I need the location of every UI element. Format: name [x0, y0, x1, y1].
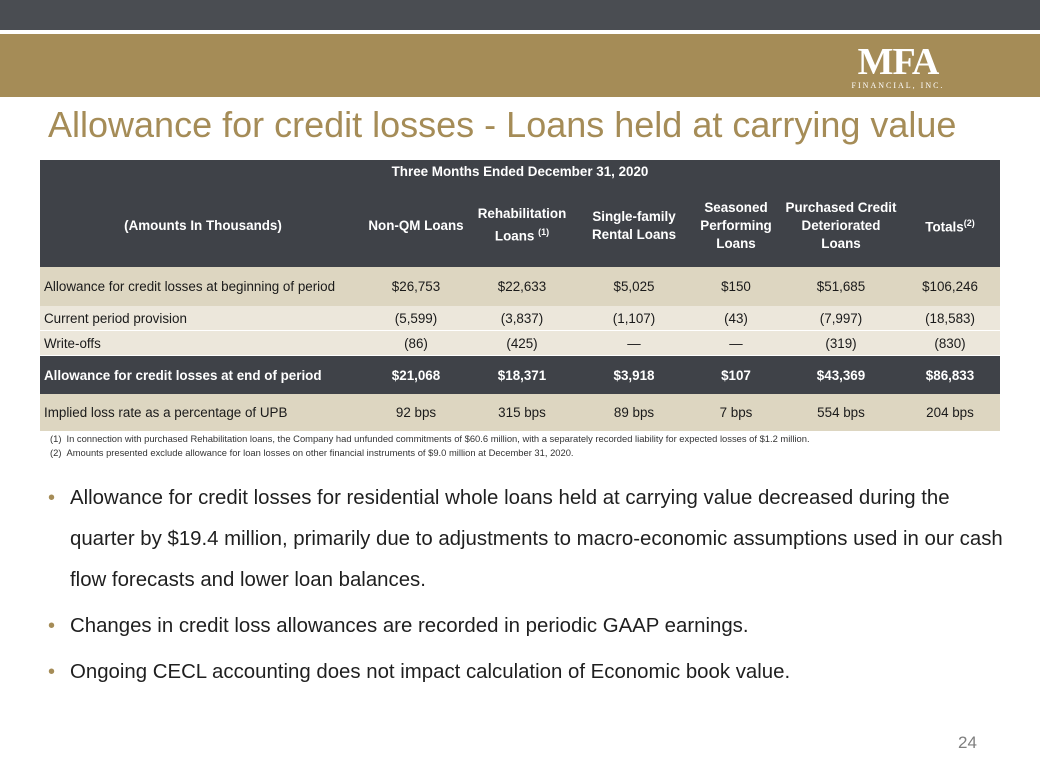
bullet-list — [48, 478, 1008, 698]
col-header-non-qm: Non-QM Loans — [366, 184, 466, 267]
footnote: (2) Amounts presented exclude allowance for loan losses on other financial instruments of $9.0 million at December 31, 2020. — [50, 447, 574, 458]
bullet-icon: • — [48, 487, 56, 509]
table-row-total — [40, 356, 1000, 395]
table-cell: (5,599) — [366, 306, 466, 331]
table-cell: 89 bps — [578, 394, 690, 431]
table-cell: (1,107) — [578, 306, 690, 331]
table-cell: 92 bps — [366, 394, 466, 431]
bullet-item: • Changes in credit loss allowances are recorded in periodic GAAP earnings. — [48, 606, 1008, 647]
row-label: Allowance for credit losses at beginning of period — [40, 267, 366, 306]
table-cell: $51,685 — [782, 267, 900, 306]
table-cell: 7 bps — [690, 394, 782, 431]
table-cell: $106,246 — [900, 267, 1000, 306]
bullet-icon: • — [48, 661, 56, 683]
period-header-row — [40, 160, 1000, 184]
mfa-logo — [846, 41, 950, 92]
row-label: Current period provision — [40, 306, 366, 331]
table-row — [40, 267, 1000, 306]
col-header-single-family: Single-family Rental Loans — [578, 184, 690, 267]
logo-mark: MFA — [857, 41, 939, 83]
table-row — [40, 306, 1000, 331]
allowance-table — [40, 160, 1000, 431]
table-cell: (18,583) — [900, 306, 1000, 331]
row-header: (Amounts In Thousands) — [40, 184, 366, 267]
bullet-icon: • — [48, 615, 56, 637]
top-bar — [0, 0, 1040, 30]
period-header: Three Months Ended December 31, 2020 — [40, 160, 1000, 184]
table-cell: (830) — [900, 331, 1000, 356]
table-cell: 204 bps — [900, 394, 1000, 431]
table-cell: $22,633 — [466, 267, 578, 306]
column-header-row — [40, 184, 1000, 267]
col-header-totals: Totals$^{(2)}$ — [900, 184, 1000, 267]
table-cell: 315 bps — [466, 394, 578, 431]
table-cell: 554 bps — [782, 394, 900, 431]
col-header-seasoned: Seasoned Performing Loans — [690, 184, 782, 267]
table-cell: — — [690, 331, 782, 356]
table-cell: (43) — [690, 306, 782, 331]
table-cell: $86,833 — [900, 356, 1000, 395]
table-cell: (3,837) — [466, 306, 578, 331]
footnotes — [50, 432, 815, 460]
row-label: Allowance for credit losses at end of period — [40, 356, 366, 395]
footnote: (1) In connection with purchased Rehabilitation loans, the Company had unfunded commitments of $60.6 million, with a separately recorded liability for expected losses of $1.2 million. — [50, 433, 810, 444]
table-cell: $150 — [690, 267, 782, 306]
row-label: Implied loss rate as a percentage of UPB — [40, 394, 366, 431]
table-cell: $21,068 — [366, 356, 466, 395]
table-cell: $107 — [690, 356, 782, 395]
bullet-item: • Ongoing CECL accounting does not impact calculation of Economic book value. — [48, 652, 1008, 693]
row-label: Write-offs — [40, 331, 366, 356]
table-cell: (7,997) — [782, 306, 900, 331]
table-cell: $18,371 — [466, 356, 578, 395]
table-cell: — — [578, 331, 690, 356]
table-cell: $26,753 — [366, 267, 466, 306]
table-cell: (86) — [366, 331, 466, 356]
col-header-rehabilitation: Rehabilitation Loans $^{(1)}$ — [466, 184, 578, 267]
slide-title: Allowance for credit losses - Loans held at carrying value — [48, 104, 957, 145]
col-header-pcd: Purchased Credit Deteriorated Loans — [782, 184, 900, 267]
page-number: 24 — [958, 733, 977, 752]
table-row — [40, 394, 1000, 431]
table-cell: (425) — [466, 331, 578, 356]
table-cell: $3,918 — [578, 356, 690, 395]
table-cell: $43,369 — [782, 356, 900, 395]
logo-subtitle: FINANCIAL, INC. — [851, 81, 945, 90]
table-cell: (319) — [782, 331, 900, 356]
table-cell: $5,025 — [578, 267, 690, 306]
bullet-item: • Allowance for credit losses for residential whole loans held at carrying value decreased during the quarter by $19.4 million, primarily due to adjustments to macro-economic assumptions used in our cash flow forecasts and lower loan balances. — [48, 478, 1008, 601]
table-row — [40, 331, 1000, 356]
